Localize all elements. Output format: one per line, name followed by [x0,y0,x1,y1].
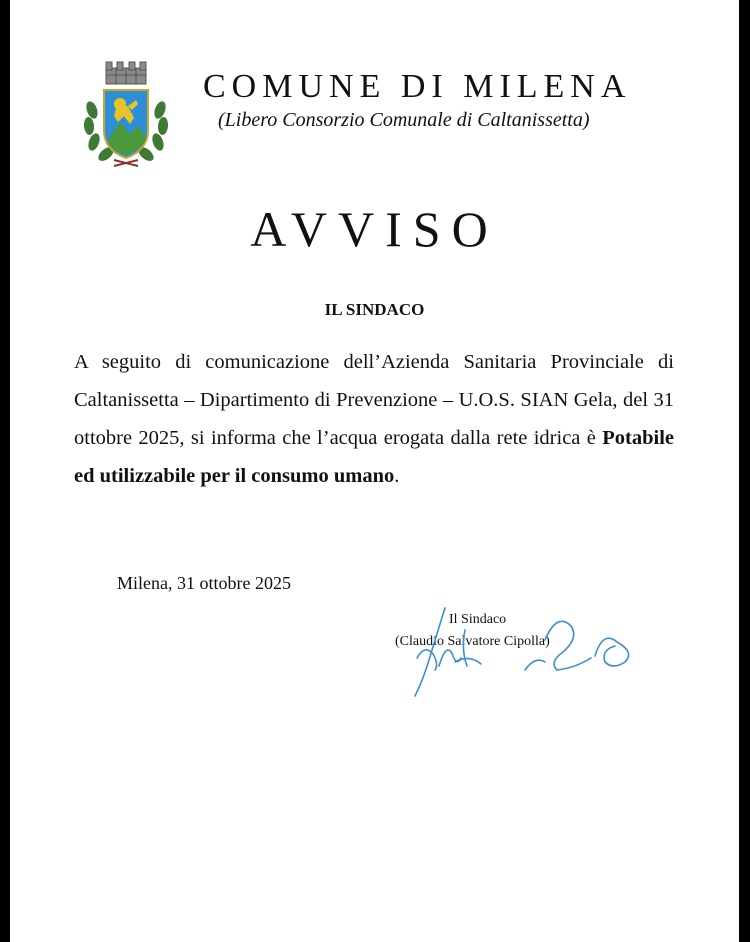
place-date: Milena, 31 ottobre 2025 [117,573,291,593]
notice-title: AVVISO [250,201,499,257]
document-page [10,0,739,942]
notice-body [74,343,674,495]
crown-icon [106,62,146,84]
issuer-heading: IL SINDACO [324,300,425,319]
municipal-crest-icon [80,60,172,170]
notice-body-emphasis: Potabile ed utilizzabile per il consumo umano [74,427,674,487]
municipality-subtitle: (Libero Consorzio Comunale di Caltanissetta) [218,109,590,131]
signature-block [395,600,655,710]
notice-body-intro: A seguito di comunicazione dell’Azienda Sanitaria Provinciale di Caltanissetta – Dipartimento di Prevenzione – U.O.S. SIAN Gela, del 31 ottobre 2025, si informa che l’acqua erogata dalla rete idrica è [74,351,674,449]
signature-role: Il Sindaco [449,612,507,627]
signature-name: (Claudio Salvatore Cipolla) [395,634,550,649]
notice-body-end: . [394,465,400,487]
handwritten-signature-icon [395,600,655,710]
municipality-title: COMUNE DI MILENA [203,68,632,105]
